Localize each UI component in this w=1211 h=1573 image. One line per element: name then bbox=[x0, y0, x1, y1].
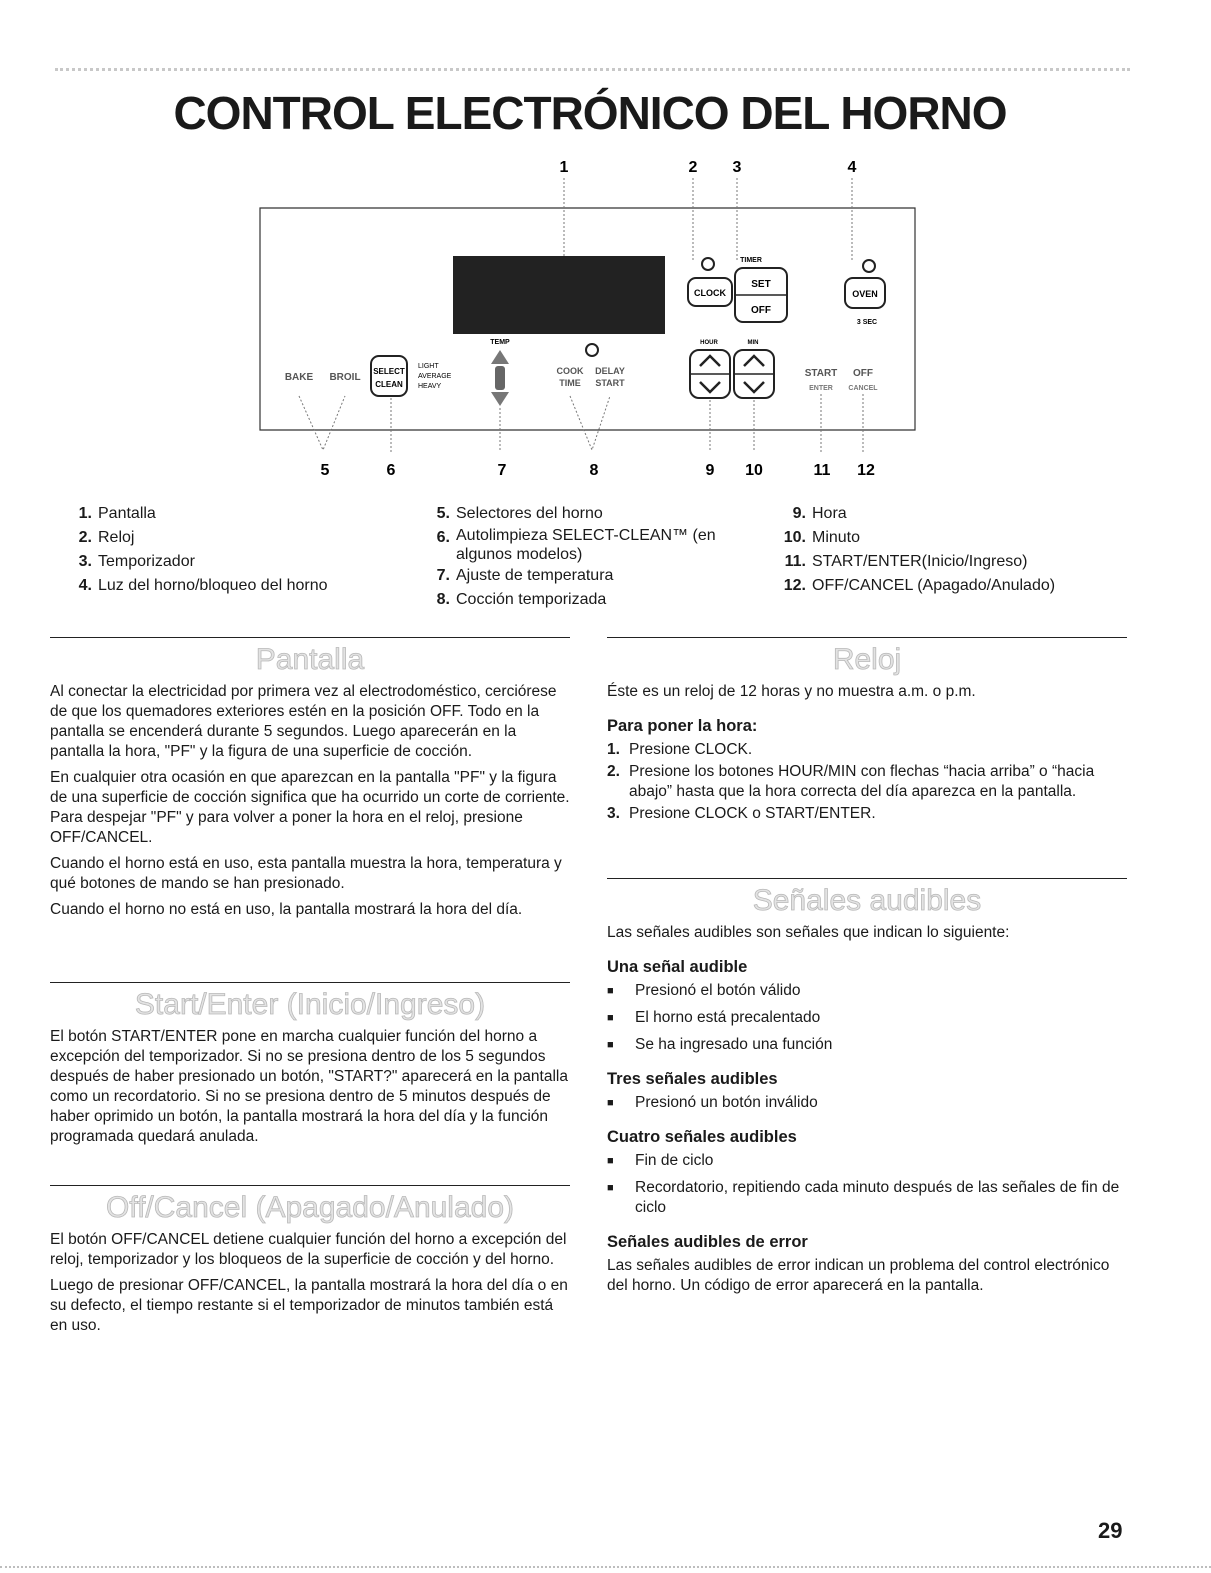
bake-button: BAKE bbox=[284, 372, 314, 383]
callout-6: 6 bbox=[386, 462, 396, 479]
svg-text:CANCEL: CANCEL bbox=[848, 385, 878, 392]
svg-text:CLEAN: CLEAN bbox=[375, 380, 403, 389]
clock-symbol-icon bbox=[702, 258, 714, 270]
section-title: Pantalla bbox=[255, 643, 365, 676]
callout-10: 10 bbox=[745, 462, 763, 479]
delay-start-button: DELAY bbox=[595, 366, 625, 376]
callout-11: 11 bbox=[813, 462, 831, 479]
section-senales-audibles: Señales audibles Las señales audibles son señales que indican lo siguiente: Una señal audible ■ Presionó el botón válido ■ El horno está precalentado ■ Se ha ingresado una función Tres señales audibles ■ Presionó un botón inválido Cuatro señales audibles ■ Fin de ciclo ■ Recordatorio, repitiendo cada minuto después de las señales de fin de ciclo Señales audibles de error Las señales audibles de error indican un problema del control electrónico del horno. Un código de error aparecerá en la pantalla. bbox=[607, 881, 1127, 1302]
legend-column-1: 1. Pantalla 2. Reloj 3. Temporizador 4. Luz del horno/bloqueo del horno bbox=[78, 505, 328, 594]
svg-text:SET: SET bbox=[751, 279, 771, 290]
svg-text:ENTER: ENTER bbox=[809, 385, 833, 392]
callout-5: 5 bbox=[320, 462, 330, 479]
rule-off bbox=[50, 1185, 570, 1186]
svg-text:3 SEC: 3 SEC bbox=[856, 319, 878, 326]
section-off-cancel: Off/Cancel (Apagado/Anulado) El botón OFF/CANCEL detiene cualquier función del horno a excepción del reloj, temporizador y los bloqueos de la superficie de cocción y del horno. Luego de presionar OFF/CANCEL, la pantalla mostrará la hora del día o en su defecto, el tiempo restante si el temporizador de minutos también está en uso. bbox=[50, 1188, 570, 1342]
svg-text:OVEN: OVEN bbox=[852, 289, 878, 299]
page-number: 29 bbox=[1098, 1518, 1123, 1543]
svg-text:HOUR: HOUR bbox=[700, 340, 718, 346]
light-symbol-icon bbox=[863, 260, 875, 272]
callout-leaders-top bbox=[564, 178, 852, 262]
rule-start bbox=[50, 982, 570, 983]
thermometer-icon bbox=[495, 366, 505, 390]
control-panel-diagram bbox=[255, 150, 955, 490]
temp-down-arrow-icon bbox=[491, 392, 509, 406]
section-title: Reloj bbox=[832, 643, 902, 676]
callout-leaders-bottom bbox=[299, 394, 863, 452]
svg-text:MIN: MIN bbox=[747, 340, 759, 346]
una-senal-list: ■ Presionó el botón válido ■ El horno está precalentado ■ Se ha ingresado una función bbox=[607, 982, 833, 1053]
timed-cook-clock-icon bbox=[586, 344, 598, 356]
callout-2: 2 bbox=[688, 159, 698, 176]
section-start-enter: Start/Enter (Inicio/Ingreso) El botón START/ENTER pone en marcha cualquier función del horno a excepción del temporizador. Si no se presiona dentro de los 5 segundos después de haber presionado un botón, "START?" aparecerá en la pantalla como un recordatorio. Si no se presiona dentro de 5 minutos después de haber oprimido un botón, la pantalla mostrará la hora del día y la función programada quedará anulada. bbox=[50, 985, 570, 1153]
rule-pantalla bbox=[50, 637, 570, 638]
svg-text:CLOCK: CLOCK bbox=[694, 288, 726, 298]
section-pantalla: Pantalla Al conectar la electricidad por primera vez al electrodoméstico, cerciórese de que los quemadores exteriores estén en la posición OFF. Todo en la pantalla se encenderá durante 5 segundos. Luego aparecerán en la pantalla la hora, "PF" y la figura de una superficie de cocción. En cualquier otra ocasión en que aparezcan en la pantalla "PF" y la figura de una superficie de cocción significa que ha ocurrido un corte de corriente. Para despejar "PF" y para volver a poner la hora en el reloj, presione OFF/CANCEL. Cuando el horno está en uso, esta pantalla muestra la hora, temperatura y qué botones de mando se han presionado. Cuando el horno no está en uso, la pantalla mostrará la hora del día. bbox=[50, 643, 570, 918]
callout-4: 4 bbox=[847, 159, 857, 176]
tres-senales-list: ■ Presionó un botón inválido bbox=[607, 1094, 818, 1111]
rule-reloj bbox=[607, 637, 1127, 638]
start-button: START bbox=[804, 368, 838, 379]
top-dotted-rule bbox=[55, 68, 1130, 71]
svg-text:HEAVY: HEAVY bbox=[418, 383, 442, 390]
select-clean-button bbox=[371, 356, 407, 396]
svg-text:LIGHT: LIGHT bbox=[418, 363, 439, 370]
svg-text:AVERAGE: AVERAGE bbox=[418, 373, 452, 380]
legend-column-2: 5. Selectores del horno 6. Autolimpieza SELECT-CLEAN™ (en algunos modelos) 7. Ajuste de temperatura 8. Cocción temporizada bbox=[436, 505, 716, 608]
broil-button: BROIL bbox=[329, 372, 361, 383]
legend-column-3: 9. Hora 10. Minuto 11. START/ENTER(Inicio/Ingreso) 12. OFF/CANCEL (Apagado/Anulado) bbox=[783, 505, 1056, 594]
section-reloj: Reloj Éste es un reloj de 12 horas y no muestra a.m. o p.m. Para poner la hora: 1. Presione CLOCK. 2. Presione los botones HOUR/MIN con flechas “hacia arriba” o “hacia abajo” hasta que la hora correcta del día aparezca en la pantalla. 3. Presione CLOCK o START/ENTER. bbox=[607, 640, 1127, 826]
cook-time-button: COOK bbox=[556, 366, 584, 376]
section-title: Start/Enter (Inicio/Ingreso) bbox=[134, 988, 486, 1021]
svg-text:SELECT: SELECT bbox=[373, 367, 405, 376]
callout-7: 7 bbox=[497, 462, 507, 479]
callout-1: 1 bbox=[559, 159, 569, 176]
section-title: Señales audibles bbox=[752, 884, 982, 917]
svg-text:OFF: OFF bbox=[751, 305, 771, 316]
off-button: OFF bbox=[853, 368, 873, 379]
section-title: Off/Cancel (Apagado/Anulado) bbox=[105, 1191, 515, 1224]
svg-text:TIMER: TIMER bbox=[740, 257, 762, 264]
cuatro-senales-list: ■ Fin de ciclo ■ Recordatorio, repitiendo cada minuto después de las señales de fin de ciclo bbox=[607, 1152, 1120, 1216]
callout-3: 3 bbox=[732, 159, 742, 176]
svg-text:START: START bbox=[595, 378, 625, 388]
page-title: CONTROL ELECTRÓNICO DEL HORNO bbox=[173, 87, 1007, 139]
callout-12: 12 bbox=[857, 462, 875, 479]
rule-senales bbox=[607, 878, 1127, 879]
display-screen bbox=[453, 256, 665, 334]
clock-steps: 1. Presione CLOCK. 2. Presione los botones HOUR/MIN con flechas “hacia arriba” o “hacia abajo” hasta que la hora correcta del día aparezca en la pantalla. 3. Presione CLOCK o START/ENTER. bbox=[607, 741, 1095, 822]
callout-8: 8 bbox=[589, 462, 599, 479]
bottom-dotted-rule bbox=[0, 1566, 1211, 1568]
svg-text:TEMP: TEMP bbox=[490, 339, 510, 346]
callout-9: 9 bbox=[705, 462, 715, 479]
svg-text:TIME: TIME bbox=[559, 378, 581, 388]
temp-up-arrow-icon bbox=[491, 350, 509, 364]
